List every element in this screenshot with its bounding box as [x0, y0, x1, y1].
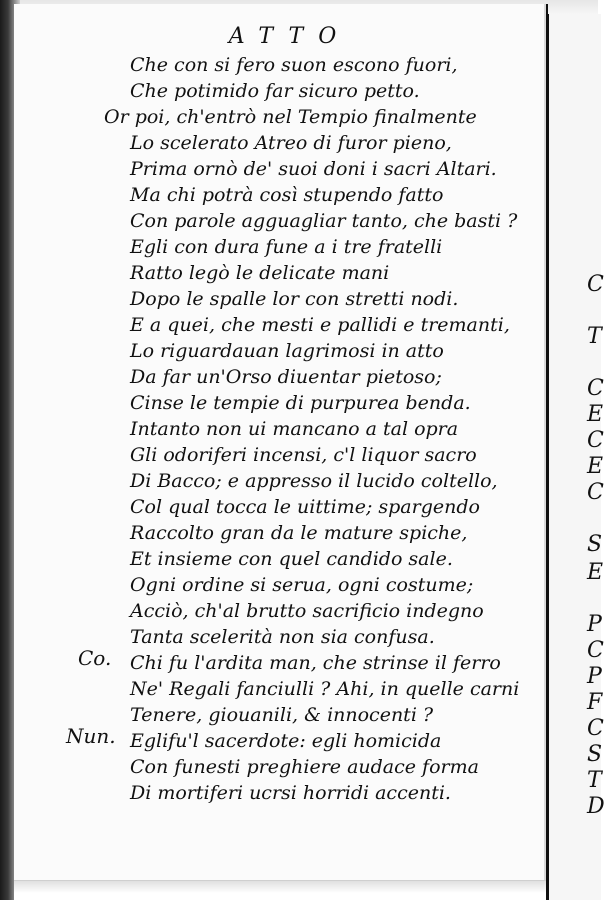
verse-line: Col qual tocca le uittime; spargendo	[130, 496, 480, 518]
verse-line: Che con si fero suon escono fuori,	[130, 54, 458, 76]
verse-line: Di mortiferi ucrsi horridi accenti.	[130, 782, 451, 804]
verse-line: Dopo le spalle lor con stretti nodi.	[130, 288, 459, 310]
verse-line: Con parole agguagliar tanto, che basti ?	[130, 210, 518, 232]
verse-line: Lo scelerato Atreo di furor pieno,	[130, 132, 452, 154]
verse-line: Eglifu'l sacerdote: egli homicida	[130, 730, 442, 752]
next-page-glyph: C	[587, 376, 604, 401]
verse-line: Lo riguardauan lagrimosi in atto	[130, 340, 444, 362]
verse-line: Prima ornò de' suoi doni i sacri Altari.	[130, 158, 497, 180]
next-page-glyph: C	[587, 638, 604, 663]
next-page-glyph: C	[587, 428, 604, 453]
next-page-glyph: E	[587, 402, 604, 427]
next-page-glyph: T	[587, 324, 602, 349]
next-page-glyph: C	[587, 272, 604, 297]
next-page-glyph: E	[587, 560, 604, 585]
verse-line: Acciò, ch'al brutto sacrificio indegno	[130, 600, 484, 622]
verse-line: Cinse le tempie di purpurea benda.	[130, 392, 471, 414]
verse-line: Con funesti preghiere audace forma	[130, 756, 479, 778]
verse-line: Or poi, ch'entrò nel Tempio finalmente	[104, 106, 477, 128]
verse-line: Ogni ordine si serua, ogni costume;	[130, 574, 474, 596]
next-page-glyph: S	[587, 742, 603, 767]
speaker-label-nun: Nun.	[66, 724, 116, 748]
verse-line: Ma chi potrà così stupendo fatto	[130, 184, 444, 206]
verse-line: Intanto non ui mancano a tal opra	[130, 418, 459, 440]
verse-line: Ratto legò le delicate mani	[130, 262, 390, 284]
verse-line: Chi fu l'ardita man, che strinse il ferro	[130, 652, 501, 674]
next-page-glyph: D	[587, 794, 605, 819]
verse-line: E a quei, che mesti e pallidi e tremanti,	[130, 314, 510, 336]
next-page-glyph: P	[587, 612, 602, 637]
next-page-glyph: T	[587, 768, 602, 793]
running-header: ATTO	[228, 24, 352, 49]
verse-line: Et insieme con quel candido sale.	[130, 548, 453, 570]
next-page-glyph: F	[587, 690, 603, 715]
next-page-glyph: S	[587, 532, 603, 557]
speaker-label-co: Co.	[78, 646, 112, 670]
verse-line: Tenere, giouanili, & innocenti ?	[130, 704, 434, 726]
next-page-fragment	[546, 14, 605, 900]
page-bottom-edge	[14, 880, 546, 901]
verse-line: Ne' Regali fanciulli ? Ahi, in quelle carni	[130, 678, 520, 700]
verse-line: Di Bacco; e appresso il lucido coltello,	[130, 470, 498, 492]
verse-line: Che potimido far sicuro petto.	[130, 80, 420, 102]
next-page-glyph: P	[587, 664, 602, 689]
next-page-glyph: C	[587, 480, 604, 505]
verse-line: Raccolto gran da le mature spiche,	[130, 522, 468, 544]
verse-line: Egli con dura fune a i tre fratelli	[130, 236, 443, 258]
next-page-glyph: E	[587, 454, 604, 479]
verse-line: Tanta scelerità non sia confusa.	[130, 626, 435, 648]
next-page-glyph: C	[587, 716, 604, 741]
verse-line: Da far un'Orso diuentar pietoso;	[130, 366, 442, 388]
verse-line: Gli odoriferi incensi, c'l liquor sacro	[130, 444, 477, 466]
